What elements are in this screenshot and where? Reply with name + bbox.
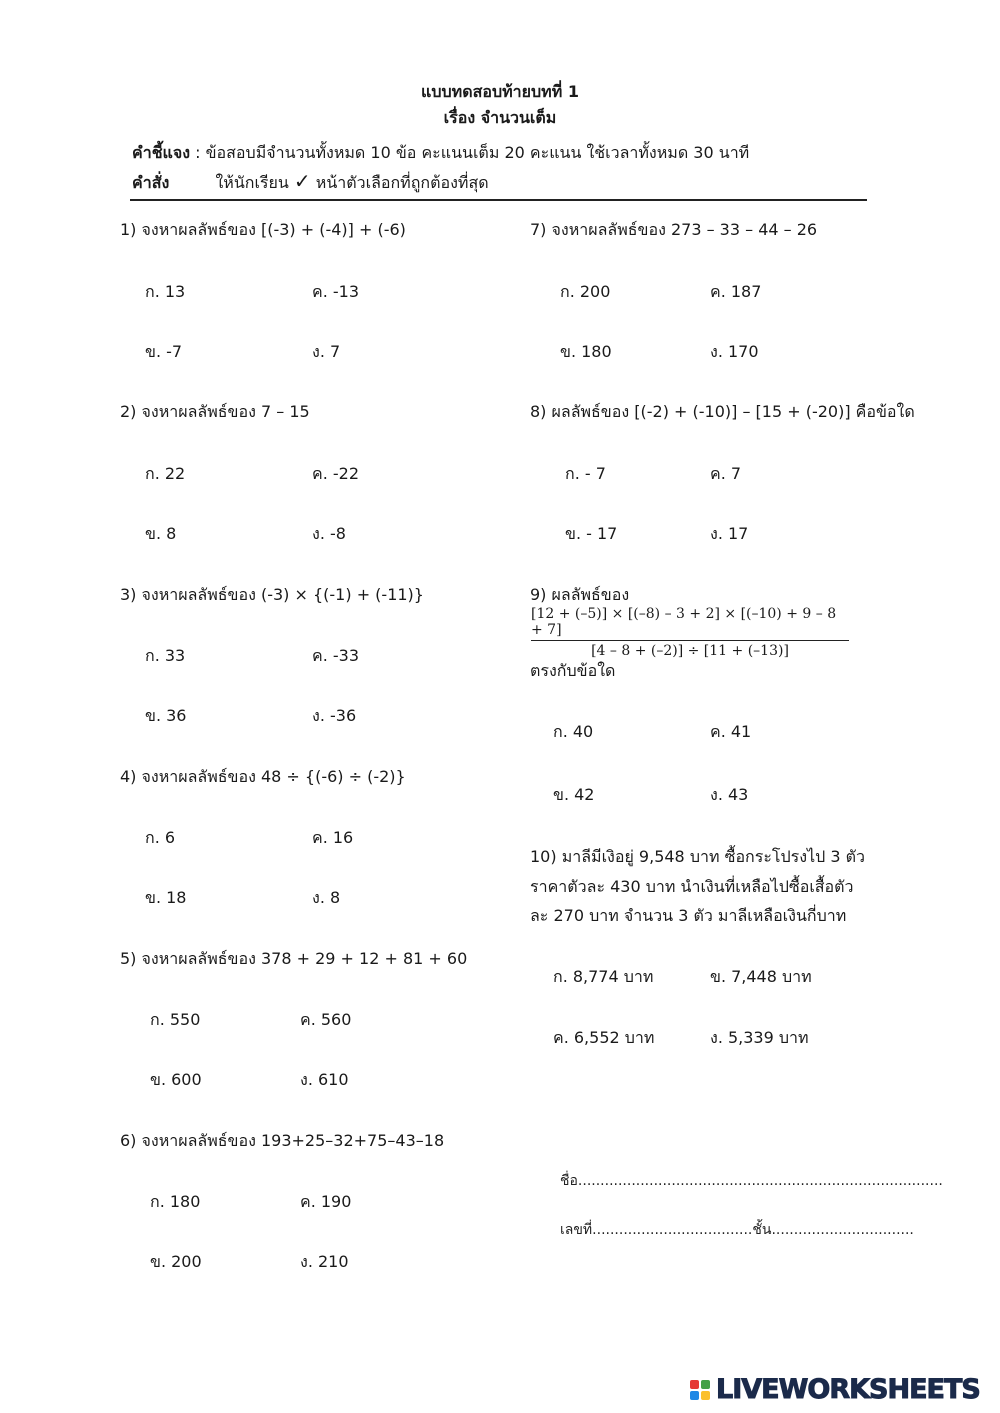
logo-block [690,1380,699,1389]
q3-option-c[interactable]: ค. -33 [312,646,360,665]
q3-option-b[interactable]: ข. 36 [145,706,187,725]
question-3: 3) จงหาผลลัพธ์ของ (-3) × {(-1) + (-11)} [120,585,424,604]
header-divider [130,199,867,201]
name-label: ชื่อ [560,1173,578,1189]
q4-option-b[interactable]: ข. 18 [145,888,187,907]
class-label: ชั้น [752,1222,772,1238]
q10-option-d[interactable]: ง. 5,339 บาท [710,1028,809,1047]
q5-option-d[interactable]: ง. 610 [300,1070,349,1089]
q2-option-b[interactable]: ข. 8 [145,524,177,543]
question-7: 7) จงหาผลลัพธ์ของ 273 – 33 – 44 – 26 [530,220,818,239]
command-label: คำสั่ง [132,173,170,192]
q8-option-a[interactable]: ก. - 7 [565,464,606,483]
page-subtitle: เรื่อง จำนวนเต็ม [443,108,557,127]
instruction-line [132,141,749,166]
instruction-text: : ข้อสอบมีจำนวนทั้งหมด 10 ข้อ คะแนนเต็ม 20 คะแนน ใช้เวลาทั้งหมด 30 นาที [195,143,750,162]
logo-blocks-icon [690,1380,710,1400]
q4-option-c[interactable]: ค. 16 [312,828,354,847]
q7-option-a[interactable]: ก. 200 [560,282,611,301]
q1-option-c[interactable]: ค. -13 [312,282,360,301]
q5-option-c[interactable]: ค. 560 [300,1010,352,1029]
q5-option-b[interactable]: ข. 600 [150,1070,202,1089]
q1-option-d[interactable]: ง. 7 [312,342,341,361]
check-mark-icon: ✓ [293,169,311,193]
q10-option-b[interactable]: ข. 7,448 บาท [710,967,812,986]
q6-option-c[interactable]: ค. 190 [300,1192,352,1211]
instruction-label: คำชี้แจง [132,143,191,162]
command-text-before: ให้นักเรียน [215,173,289,192]
question-6: 6) จงหาผลลัพธ์ของ 193+25–32+75–43–18 [120,1131,445,1150]
q6-option-b[interactable]: ข. 200 [150,1252,202,1271]
q9-numerator: [12 + (–5)] × [(–8) – 3 + 2] × [(–10) + 9 – 8 + 7] [531,606,849,641]
q9-fraction-expression [531,606,849,659]
q1-option-b[interactable]: ข. -7 [145,342,183,361]
question-10-line-2: ราคาตัวละ 430 บาท นำเงินที่เหลือไปซื้อเสื้อตัว [530,877,854,896]
q5-option-a[interactable]: ก. 550 [150,1010,201,1029]
q9-denominator: [4 – 8 + (–2)] ÷ [11 + (–13)] [591,643,789,659]
question-2: 2) จงหาผลลัพธ์ของ 7 – 15 [120,402,310,421]
question-8: 8) ผลลัพธ์ของ [(-2) + (-10)] – [15 + (-20)] คือข้อใด [530,402,915,421]
q10-option-c[interactable]: ค. 6,552 บาท [553,1028,655,1047]
q9-option-c[interactable]: ค. 41 [710,722,752,741]
logo-text: LIVEWORKSHEETS [716,1374,980,1405]
q7-option-c[interactable]: ค. 187 [710,282,762,301]
question-9: 9) ผลลัพธ์ของ [530,585,630,604]
q7-option-d[interactable]: ง. 170 [710,342,759,361]
number-field[interactable]: .................................... [592,1222,753,1238]
student-number-line [560,1219,914,1241]
q8-option-d[interactable]: ง. 17 [710,524,749,543]
command-line [132,169,489,196]
name-field[interactable]: .................................................................................. [577,1173,943,1189]
logo-block [690,1391,699,1400]
q9-text-after: ตรงกับข้อใด [530,661,616,680]
q10-option-a[interactable]: ก. 8,774 บาท [553,967,654,986]
liveworksheets-logo [690,1374,980,1405]
q6-option-a[interactable]: ก. 180 [150,1192,201,1211]
q2-option-a[interactable]: ก. 22 [145,464,186,483]
class-field[interactable]: ................................ [771,1222,914,1238]
number-label: เลขที่ [560,1222,593,1238]
question-10-line-3: ละ 270 บาท จำนวน 3 ตัว มาลีเหลือเงินกี่บาท [530,906,847,925]
q4-option-a[interactable]: ก. 6 [145,828,176,847]
q3-option-d[interactable]: ง. -36 [312,706,357,725]
question-5: 5) จงหาผลลัพธ์ของ 378 + 29 + 12 + 81 + 60 [120,949,468,968]
q9-option-b[interactable]: ข. 42 [553,785,595,804]
q8-option-c[interactable]: ค. 7 [710,464,742,483]
question-4: 4) จงหาผลลัพธ์ของ 48 ÷ {(-6) ÷ (-2)} [120,767,406,786]
logo-block [701,1380,710,1389]
q7-option-b[interactable]: ข. 180 [560,342,612,361]
q9-option-d[interactable]: ง. 43 [710,785,749,804]
logo-block [701,1391,710,1400]
q1-option-a[interactable]: ก. 13 [145,282,186,301]
question-10-line-1: 10) มาลีมีเงิอยู่ 9,548 บาท ซื้อกระโปรงไป 3 ตัว [530,847,866,866]
q6-option-d[interactable]: ง. 210 [300,1252,349,1271]
q9-option-a[interactable]: ก. 40 [553,722,594,741]
q8-option-b[interactable]: ข. - 17 [565,524,618,543]
q4-option-d[interactable]: ง. 8 [312,888,341,907]
q2-option-c[interactable]: ค. -22 [312,464,360,483]
question-1: 1) จงหาผลลัพธ์ของ [(-3) + (-4)] + (-6) [120,220,406,239]
student-name-line [560,1170,943,1192]
command-text-after: หน้าตัวเลือกที่ถูกต้องที่สุด [315,173,489,192]
page-title: แบบทดสอบท้ายบทที่ 1 [421,82,579,101]
q3-option-a[interactable]: ก. 33 [145,646,186,665]
q2-option-d[interactable]: ง. -8 [312,524,346,543]
